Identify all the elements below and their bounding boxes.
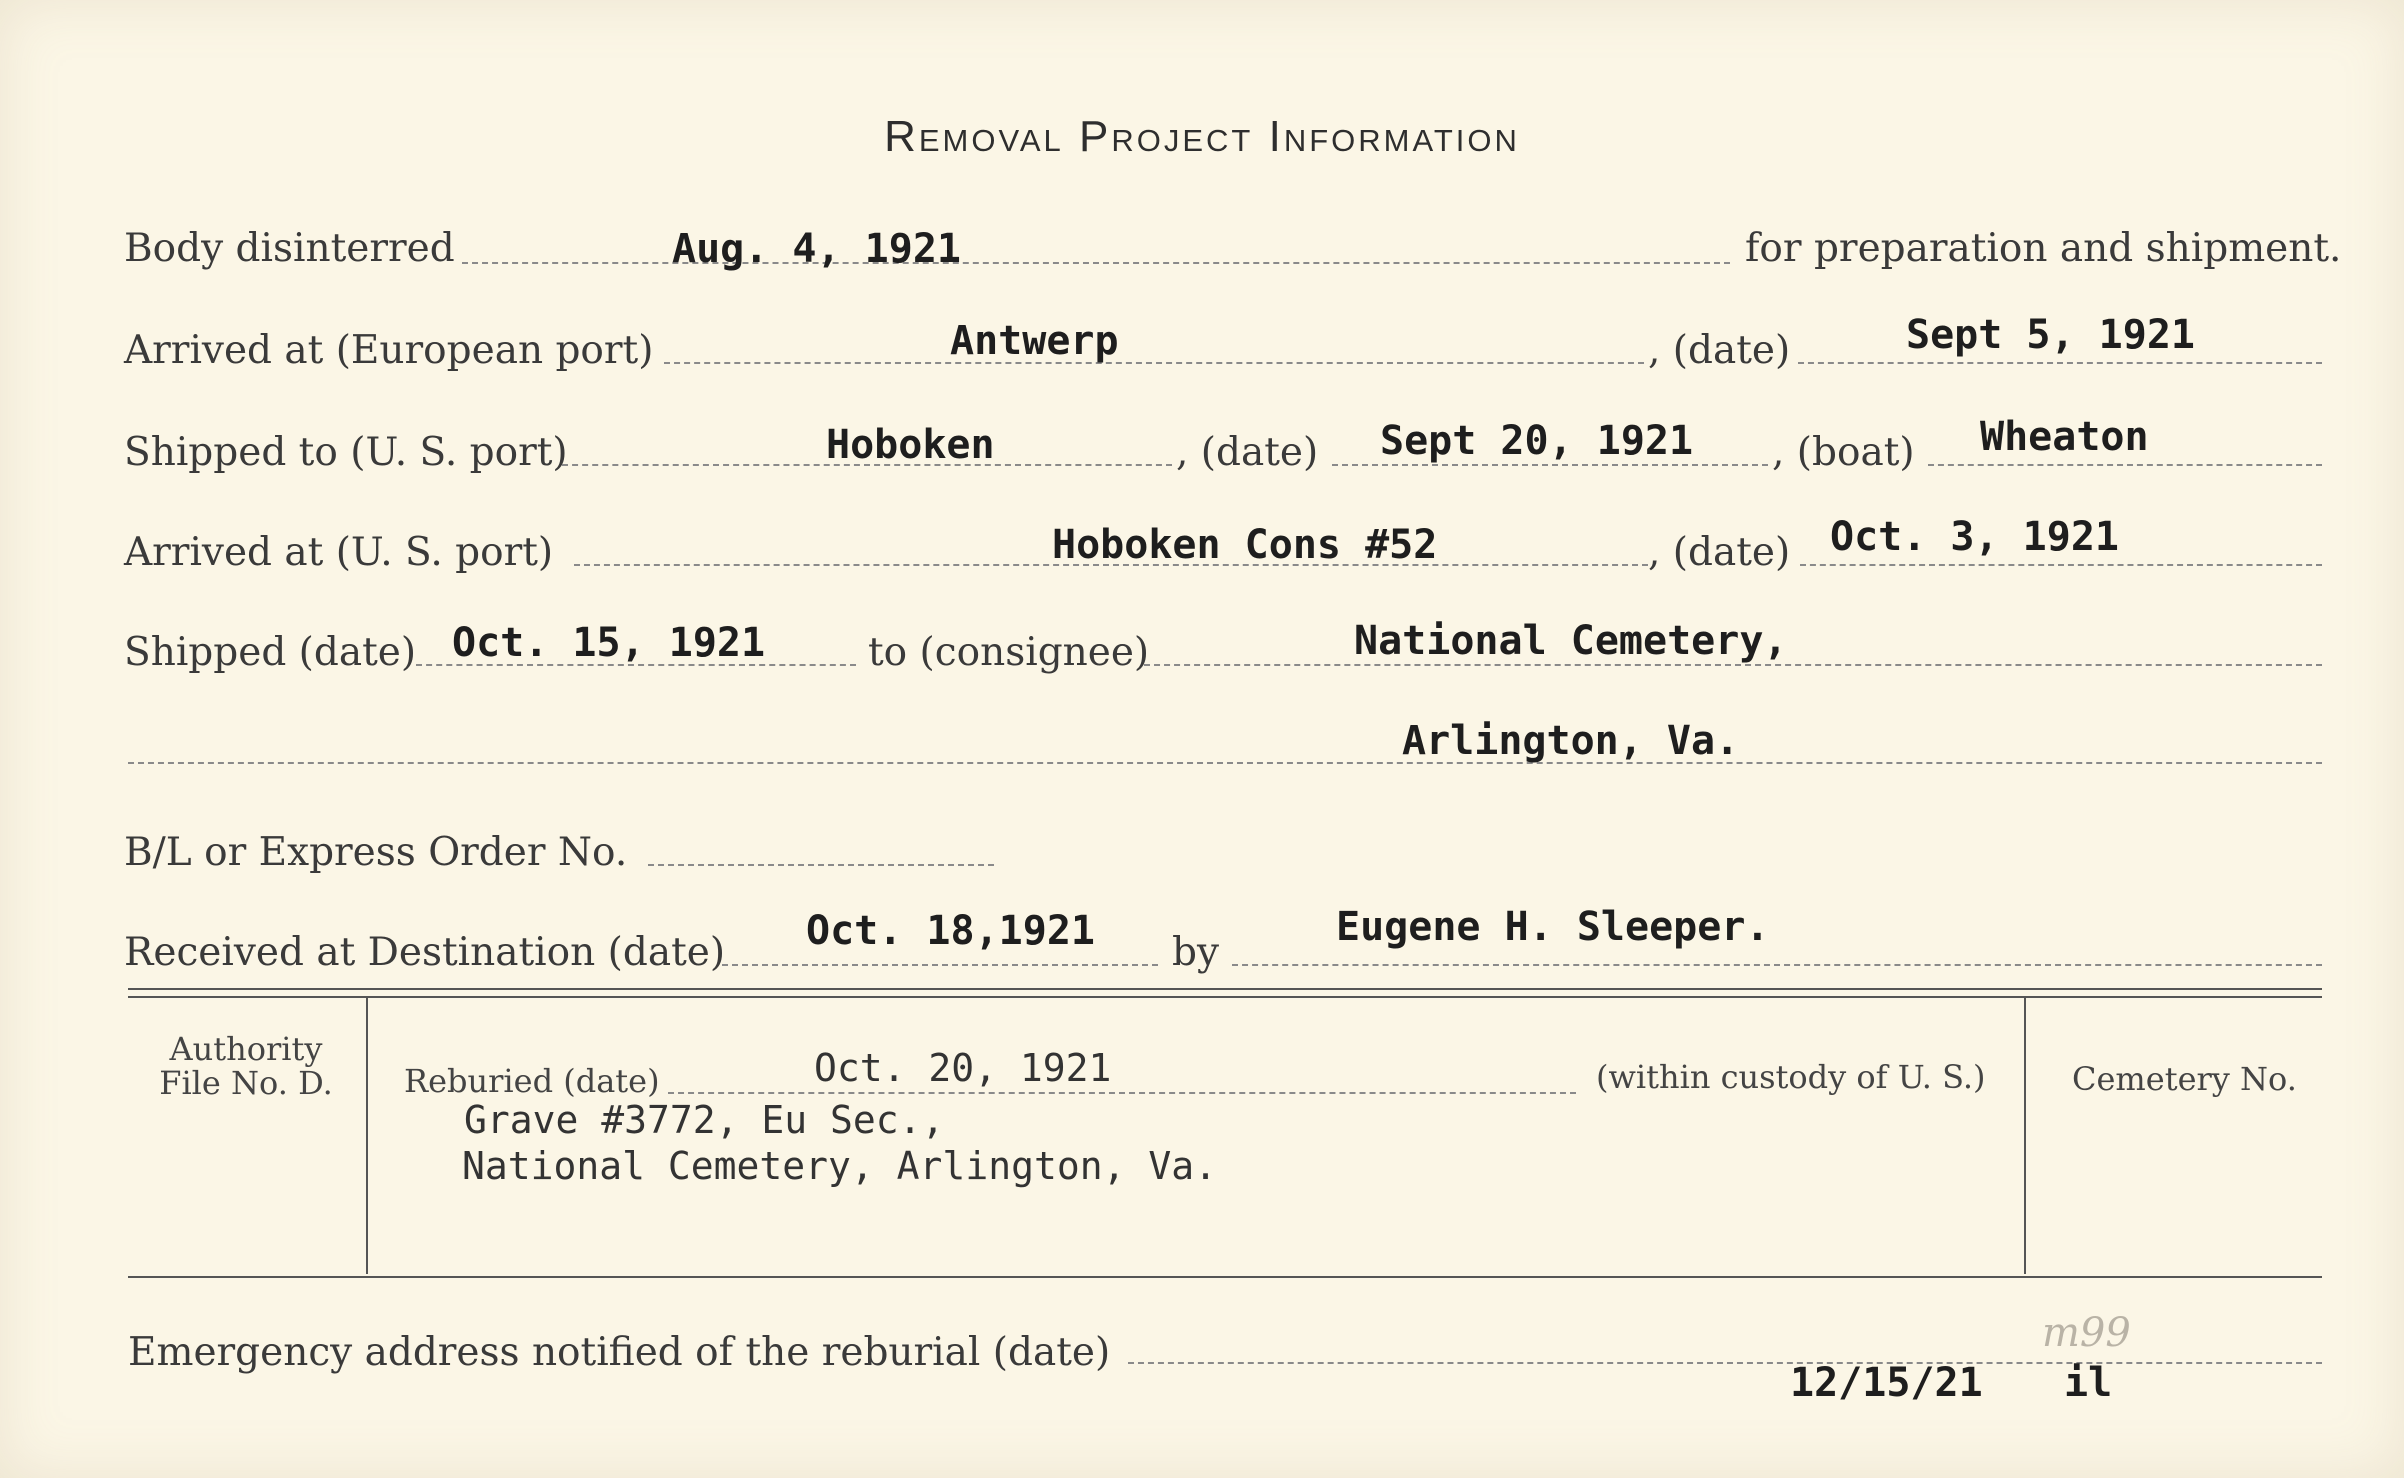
european-port-value: Antwerp [950,318,1119,364]
shipped-us-port: Hoboken [826,422,995,468]
boat-label: , (boat) [1772,430,1915,475]
grave-line-2: National Cemetery, Arlington, Va. [462,1144,1217,1188]
arrived-us-port: Hoboken Cons #52 [1052,522,1438,568]
box-divider-right [2024,998,2026,1274]
european-date-value: Sept 5, 1921 [1906,312,2195,358]
emergency-date: 12/15/21 [1790,1360,1983,1406]
cemetery-no-label: Cemetery No. [2072,1060,2297,1098]
emergency-label: Emergency address notified of the reburial (date) [128,1330,1111,1375]
received-by: Eugene H. Sleeper. [1336,904,1770,950]
consignee-label: to (consignee) [868,630,1150,675]
shipped-us-date-label: , (date) [1176,430,1319,475]
bl-label: B/L or Express Order No. [124,830,628,875]
authority-label: Authority [169,1030,323,1068]
received-label: Received at Destination (date) [124,930,726,975]
consignee-line [1144,664,2322,666]
emergency-line [1128,1362,2322,1364]
european-date-line [1798,362,2322,364]
received-by-line [1232,964,2322,966]
shipped-date: Oct. 15, 1921 [452,620,766,666]
boat-line [1928,464,2322,466]
disinterred-label: Body disinterred [124,226,455,271]
disinterred-date: Aug. 4, 1921 [672,226,961,272]
consignee-1: National Cemetery, [1354,618,1788,664]
shipped-us-label: Shipped to (U. S. port) [124,430,568,475]
grave-line-1: Grave #3772, Eu Sec., [464,1098,945,1142]
disinterred-line [462,262,1730,264]
preparation-text: for preparation and shipment. [1745,226,2342,271]
arrived-us-date: Oct. 3, 1921 [1830,514,2119,560]
box-bottom-line [128,1276,2322,1278]
reburied-date: Oct. 20, 1921 [814,1046,1112,1090]
shipped-us-date-line [1332,464,1768,466]
box-divider-left [366,998,368,1274]
bl-line [648,864,994,866]
received-by-label: by [1172,930,1219,975]
box-top-line-2 [128,996,2322,998]
box-top-line-1 [128,988,2322,990]
consignee-line-2 [128,762,2322,764]
european-date-label: , (date) [1648,328,1791,373]
reburied-line [668,1092,1576,1094]
consignee-2: Arlington, Va. [1402,718,1740,764]
arrived-us-date-line [1800,564,2322,566]
received-date: Oct. 18,1921 [806,908,1095,954]
arrived-us-label: Arrived at (U. S. port) [124,530,554,575]
shipped-label: Shipped (date) [124,630,417,675]
european-port-line [664,362,1644,364]
file-no-label: File No. D. [159,1064,333,1102]
arrived-us-date-label: , (date) [1648,530,1791,575]
card-title: Removal Project Information [884,112,1520,161]
custody-label: (within custody of U. S.) [1596,1058,1986,1096]
european-port-label: Arrived at (European port) [124,328,654,373]
boat-value: Wheaton [1980,414,2149,460]
reburied-label: Reburied (date) [404,1062,660,1100]
clerk-initials: il [2064,1360,2113,1406]
pencil-notation: m99 [2042,1310,2131,1356]
shipped-us-date: Sept 20, 1921 [1380,418,1694,464]
received-date-line [722,964,1158,966]
